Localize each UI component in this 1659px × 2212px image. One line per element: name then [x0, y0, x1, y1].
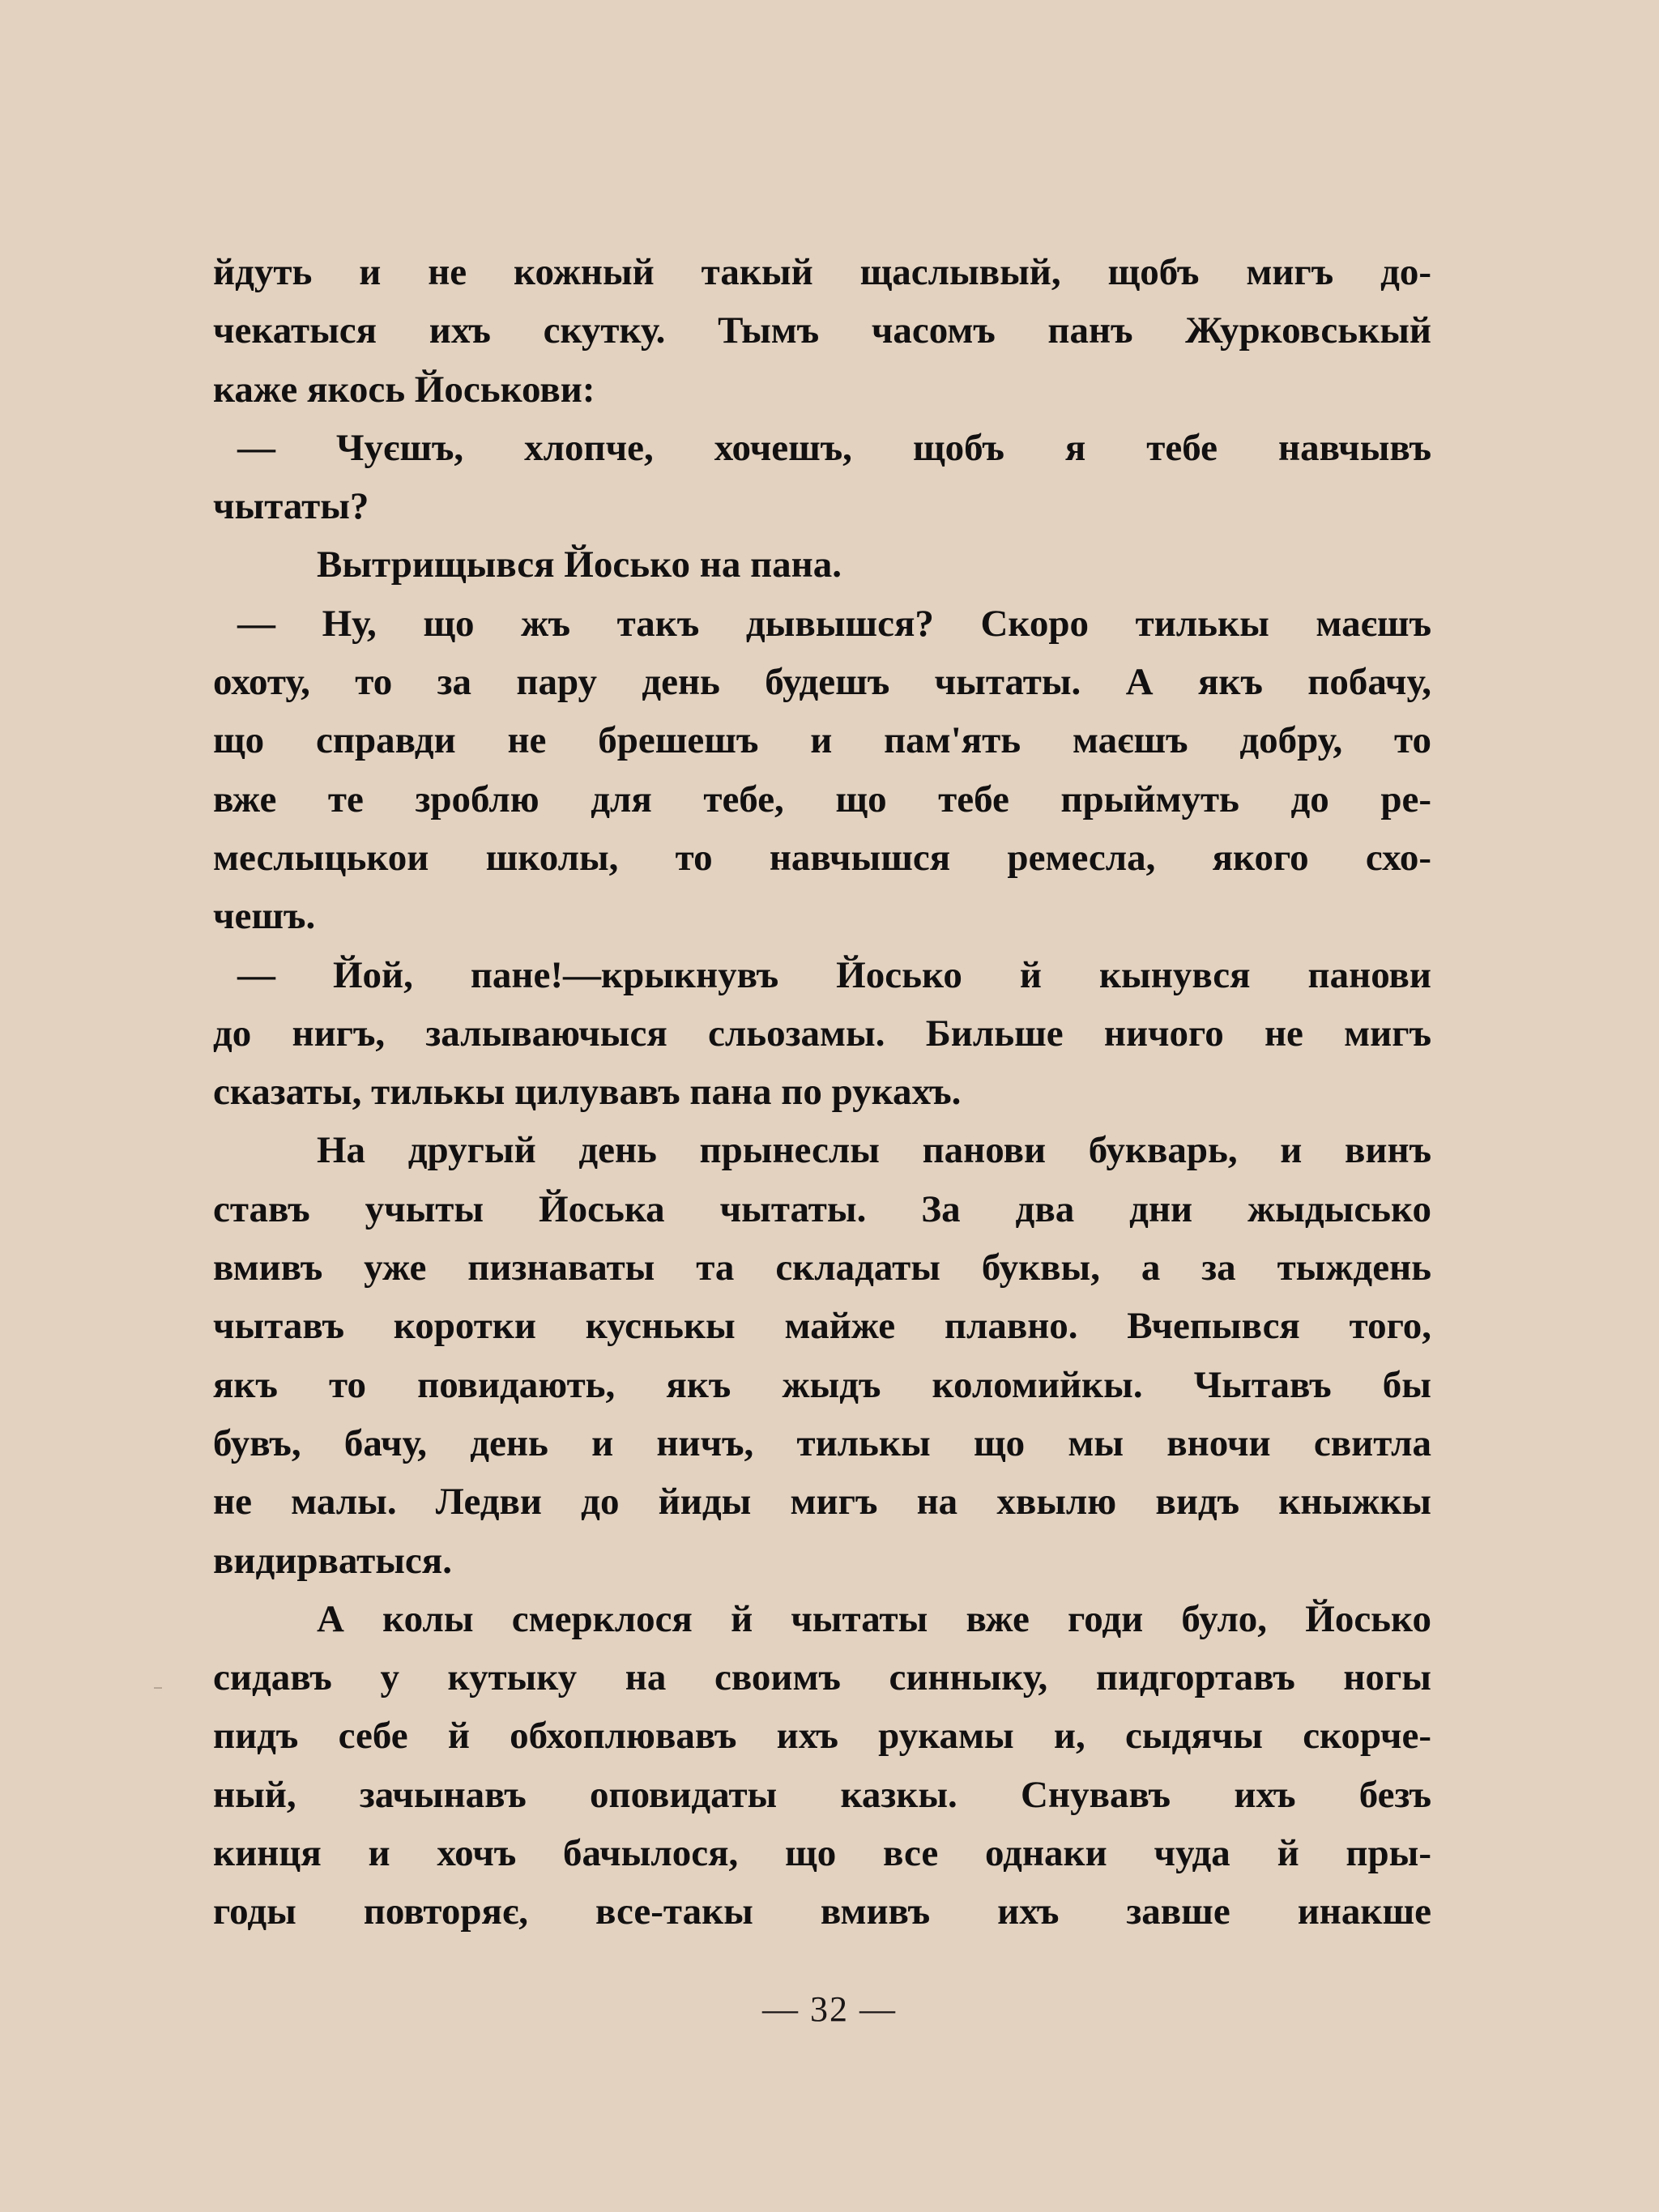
text-line: вмивъ уже пизнаваты та складаты буквы, а за тыждень [213, 1247, 1431, 1289]
text-line: сидавъ у кутыку на своимъ синныку, пидгортавъ ногы [213, 1656, 1431, 1699]
text-line: чешъ. [213, 895, 316, 938]
text-line: якъ то повидають, якъ жыдъ коломийкы. Чытавъ бы [213, 1363, 1431, 1406]
text-line: кинця и хочъ бачылося, що все однаки чуда й пры- [213, 1832, 1431, 1875]
text-line: меслыцькои школы, то навчышся ремесла, якого схо- [213, 836, 1431, 879]
text-line: охоту, то за пару день будешъ чытаты. А якъ побачу, [213, 661, 1431, 704]
text-line: каже якось Йоськови: [213, 368, 595, 411]
text-line: — Йой, пане!—крыкнувъ Йосько й кынувся панови [237, 953, 1431, 996]
text-line: що справди не брешешъ и пам'ять маєшъ добру, то [213, 719, 1431, 762]
text-line: чытаты? [213, 485, 369, 528]
text-line: чекатыся ихъ скутку. Тымъ часомъ панъ Журковськый [213, 309, 1431, 352]
text-line: бувъ, бачу, день и ничъ, тилькы що мы вночи свитла [213, 1421, 1431, 1464]
text-line: Вытрищывся Йосько на пана. [317, 543, 842, 586]
text-line: На другый день прынеслы панови букварь, и винъ [317, 1129, 1431, 1172]
text-line: ный, зачынавъ оповидаты казкы. Снувавъ ихъ безъ [213, 1773, 1431, 1816]
text-line: видирватыся. [213, 1539, 452, 1582]
text-line: — Ну, що жъ такъ дывышся? Скоро тилькы маєшъ [237, 602, 1431, 645]
text-line: годы повторяє, все-такы вмивъ ихъ завше инакше [213, 1890, 1431, 1933]
page-text-block [213, 243, 1431, 1941]
text-line: чытавъ коротки куснькы майже плавно. Вчепывся того, [213, 1305, 1431, 1348]
text-line: пидъ себе й обхоплювавъ ихъ рукамы и, сыдячы скорче- [213, 1715, 1431, 1758]
text-line: ставъ учыты Йоська чытаты. За два дни жыдысько [213, 1187, 1431, 1230]
page-number: — 32 — [762, 1989, 897, 2029]
text-line: йдуть и не кожный такый щаслывый, щобъ мигъ до- [213, 251, 1431, 293]
text-line: не малы. Ледви до йиды мигъ на хвылю видъ кныжкы [213, 1481, 1431, 1524]
text-line: до нигъ, залываючыся сльозамы. Бильше ничого не мигъ [213, 1012, 1431, 1055]
text-line: А колы смерклося й чытаты вже годи було, Йосько [317, 1597, 1431, 1640]
margin-mark [154, 1687, 162, 1689]
text-line: — Чуєшъ, хлопче, хочешъ, щобъ я тебе навчывъ [237, 426, 1431, 469]
text-line: вже те зроблю для тебе, що тебе прыймуть до ре- [213, 778, 1431, 820]
text-line: сказаты, тилькы цилувавъ пана по рукахъ. [213, 1071, 962, 1114]
